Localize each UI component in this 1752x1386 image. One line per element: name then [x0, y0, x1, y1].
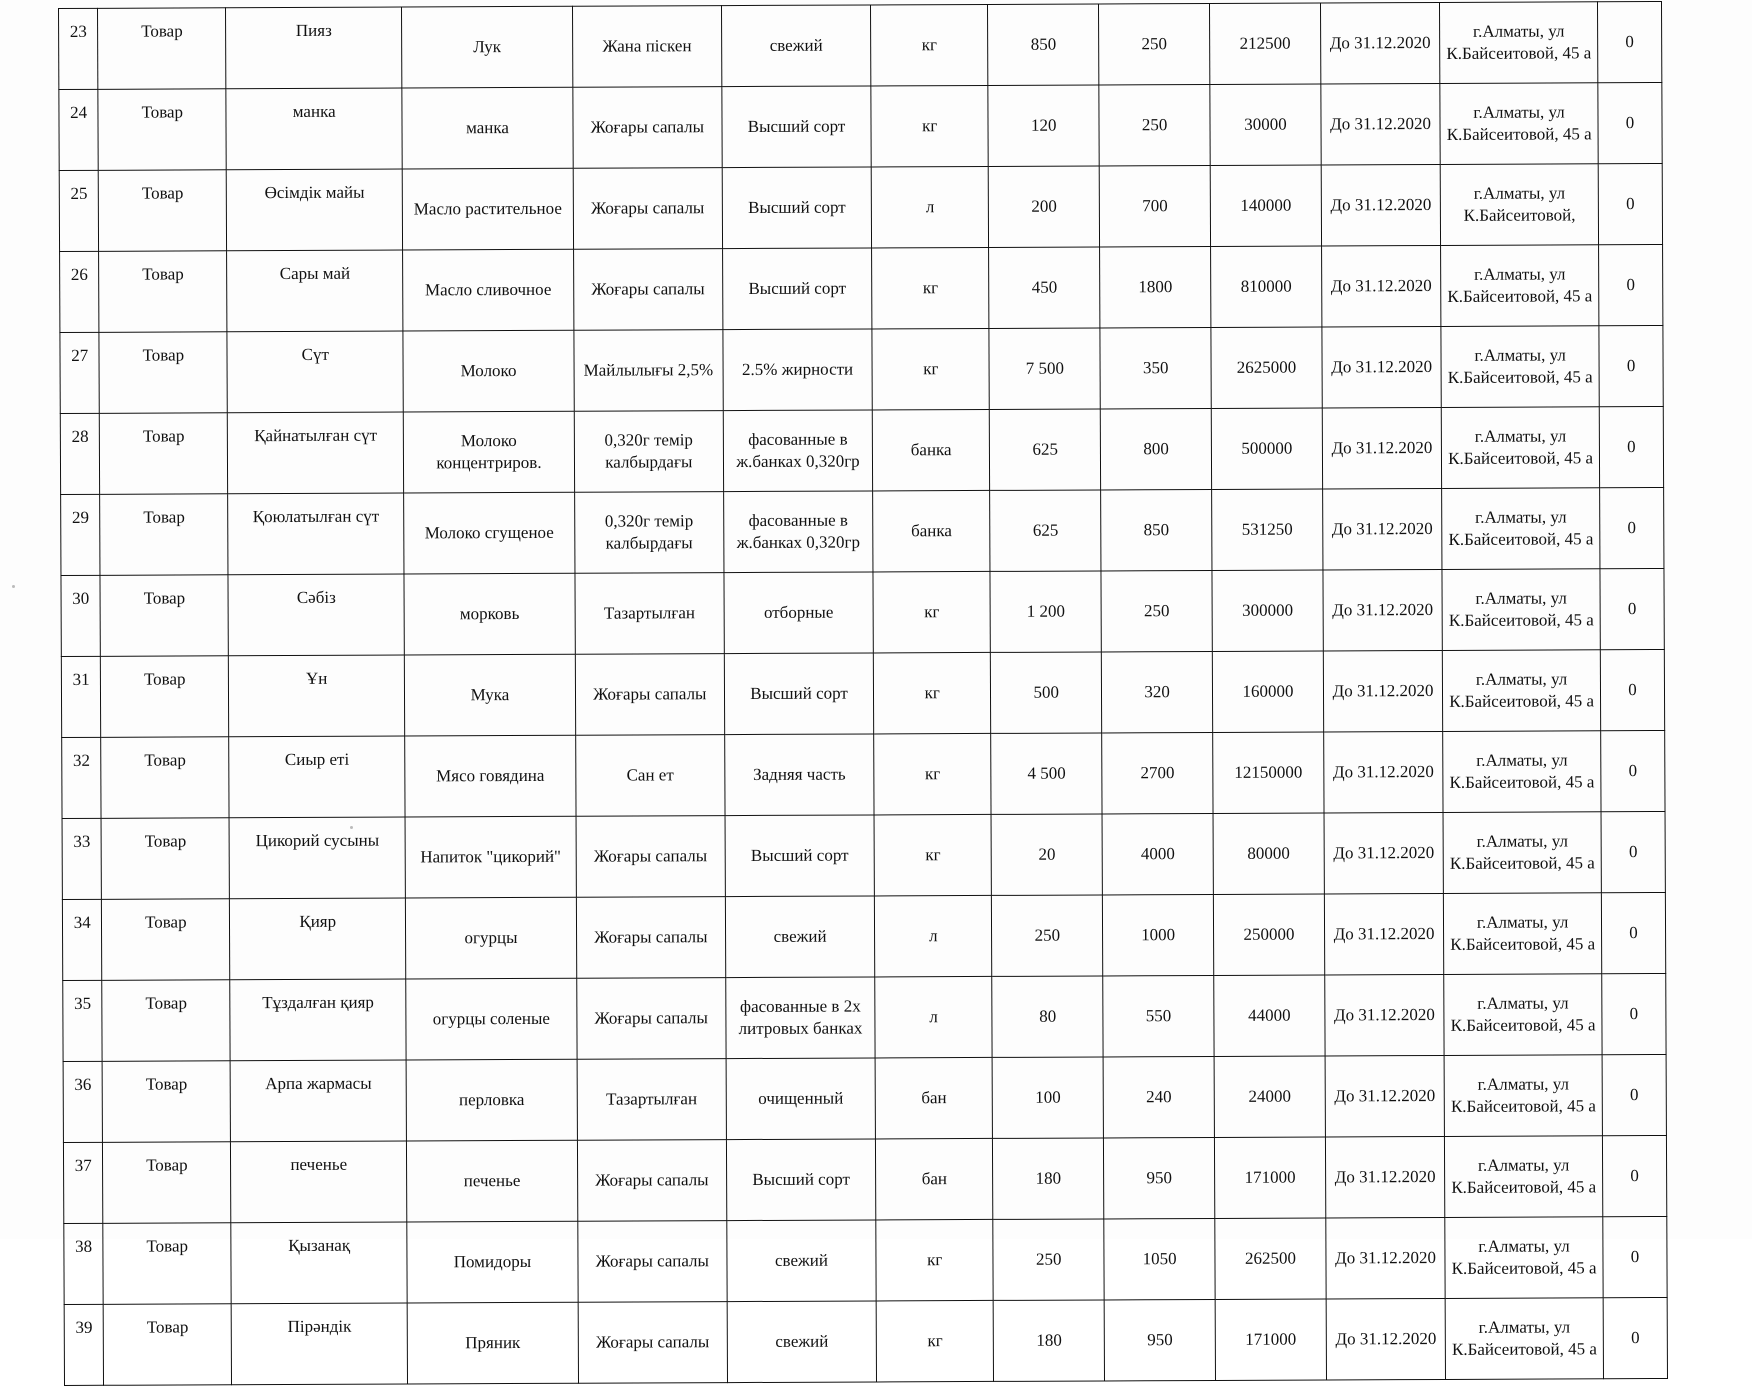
cell-delivery-term: До 31.12.2020	[1325, 1055, 1445, 1137]
cell-quantity: 250	[993, 1219, 1104, 1300]
cell-name-russian: Лук	[402, 6, 573, 88]
cell-unit: кг	[873, 571, 991, 653]
cell-total-sum: 531250	[1212, 489, 1323, 570]
cell-characteristic-russian: фасованные в ж.банках 0,320гр	[723, 410, 873, 492]
cell-item-type: Товар	[102, 980, 230, 1062]
cell-unit: кг	[871, 85, 989, 167]
cell-quantity: 100	[992, 1057, 1103, 1138]
cell-unit-price: 250	[1099, 84, 1210, 165]
cell-characteristic-russian: отборные	[724, 572, 874, 654]
cell-unit: кг	[872, 247, 990, 329]
cell-item-type: Товар	[100, 413, 228, 495]
cell-delivery-address: г.Алматы, ул К.Байсеитовой, 45 а	[1443, 731, 1601, 813]
cell-name-russian: Масло сливочное	[403, 249, 574, 331]
cell-item-type: Товар	[103, 1142, 231, 1224]
cell-total-sum: 2625000	[1211, 327, 1322, 408]
cell-characteristic-kazakh: Жоғары сапалы	[576, 816, 726, 898]
cell-item-type: Товар	[103, 1061, 231, 1143]
cell-advance-payment: 0	[1603, 1297, 1667, 1378]
cell-characteristic-kazakh: Жоғары сапалы	[577, 1140, 727, 1222]
cell-characteristic-kazakh: Тазартылған	[575, 573, 725, 655]
cell-delivery-address: г.Алматы, ул К.Байсеитовой, 45 а	[1441, 245, 1599, 327]
cell-characteristic-russian: Высший сорт	[722, 167, 872, 249]
cell-characteristic-kazakh: Жоғары сапалы	[576, 978, 726, 1060]
cell-name-russian: манка	[402, 87, 573, 169]
cell-advance-payment: 0	[1602, 1135, 1666, 1216]
cell-unit: бан	[875, 1057, 993, 1139]
table-row	[60, 406, 1663, 494]
cell-unit-price: 800	[1100, 408, 1211, 489]
cell-delivery-term: До 31.12.2020	[1325, 1136, 1445, 1218]
cell-unit-price: 250	[1099, 3, 1210, 84]
cell-unit: л	[875, 976, 993, 1058]
cell-item-type: Товар	[102, 899, 230, 981]
cell-advance-payment: 0	[1597, 2, 1661, 83]
cell-quantity: 4 500	[991, 733, 1102, 814]
cell-delivery-address: г.Алматы, ул К.Байсеитовой, 45 а	[1444, 893, 1602, 975]
cell-advance-payment: 0	[1599, 406, 1663, 487]
cell-delivery-term: До 31.12.2020	[1322, 326, 1442, 408]
cell-characteristic-russian: свежий	[725, 896, 875, 978]
cell-row-number: 26	[60, 251, 100, 332]
cell-name-kazakh: Пияз	[226, 7, 402, 89]
cell-total-sum: 171000	[1215, 1299, 1326, 1380]
cell-name-kazakh: Ұн	[229, 655, 405, 737]
cell-total-sum: 171000	[1214, 1137, 1325, 1218]
cell-characteristic-russian: Задняя часть	[725, 734, 875, 816]
cell-advance-payment: 0	[1600, 649, 1664, 730]
cell-delivery-address: г.Алматы, ул К.Байсеитовой, 45 а	[1443, 650, 1601, 732]
cell-name-russian: Помидоры	[407, 1221, 578, 1303]
cell-characteristic-kazakh: Сан ет	[575, 735, 725, 817]
cell-characteristic-kazakh: Жоғары сапалы	[573, 168, 723, 250]
cell-total-sum: 500000	[1211, 408, 1322, 489]
cell-total-sum: 140000	[1210, 165, 1321, 246]
cell-name-russian: Молоко	[403, 330, 574, 412]
cell-total-sum: 300000	[1212, 570, 1323, 651]
scan-speck	[12, 585, 15, 588]
cell-delivery-address: г.Алматы, ул К.Байсеитовой, 45 а	[1445, 1136, 1603, 1218]
cell-quantity: 450	[989, 247, 1100, 328]
cell-characteristic-russian: 2.5% жирности	[723, 329, 873, 411]
cell-unit-price: 950	[1104, 1137, 1215, 1218]
cell-delivery-term: До 31.12.2020	[1323, 569, 1443, 651]
cell-item-type: Товар	[99, 251, 227, 333]
cell-delivery-term: До 31.12.2020	[1322, 488, 1442, 570]
cell-characteristic-russian: свежий	[727, 1220, 877, 1302]
cell-unit-price: 850	[1101, 489, 1212, 570]
cell-advance-payment: 0	[1599, 326, 1663, 407]
cell-item-type: Товар	[103, 1223, 231, 1305]
cell-unit: кг	[876, 1219, 994, 1301]
cell-unit-price: 250	[1101, 570, 1212, 651]
cell-total-sum: 810000	[1211, 246, 1322, 327]
cell-name-kazakh: Қайнатылған сүт	[228, 412, 404, 494]
cell-item-type: Товар	[99, 332, 227, 414]
cell-total-sum: 24000	[1214, 1056, 1325, 1137]
cell-delivery-address: г.Алматы, ул К.Байсеитовой, 45 а	[1444, 1055, 1602, 1137]
cell-delivery-term: До 31.12.2020	[1324, 731, 1444, 813]
cell-delivery-address: г.Алматы, ул К.Байсеитовой, 45 а	[1441, 407, 1599, 489]
cell-row-number: 31	[61, 656, 101, 737]
cell-unit: кг	[876, 1300, 994, 1382]
cell-advance-payment: 0	[1601, 892, 1665, 973]
cell-item-type: Товар	[98, 8, 226, 90]
table-row	[63, 1135, 1666, 1223]
cell-unit: кг	[874, 814, 992, 896]
cell-row-number: 39	[64, 1304, 104, 1385]
cell-delivery-address: г.Алматы, ул К.Байсеитовой, 45 а	[1444, 974, 1602, 1056]
cell-unit-price: 550	[1103, 975, 1214, 1056]
cell-delivery-address: г.Алматы, ул К.Байсеитовой, 45 а	[1445, 1298, 1603, 1380]
cell-unit-price: 2700	[1102, 732, 1213, 813]
cell-delivery-term: До 31.12.2020	[1321, 245, 1441, 327]
cell-name-kazakh: Қияр	[230, 898, 406, 980]
cell-name-kazakh: Сәбіз	[228, 574, 404, 656]
cell-advance-payment: 0	[1598, 83, 1662, 164]
cell-quantity: 250	[992, 895, 1103, 976]
cell-characteristic-russian: фасованные в ж.банках 0,320гр	[724, 491, 874, 573]
cell-advance-payment: 0	[1598, 164, 1662, 245]
cell-total-sum: 212500	[1210, 3, 1321, 84]
cell-row-number: 25	[59, 170, 99, 251]
cell-name-russian: Молоко концентриров.	[403, 411, 574, 493]
cell-delivery-address: г.Алматы, ул К.Байсеитовой, 45 а	[1441, 326, 1599, 408]
table-row	[59, 83, 1662, 171]
cell-delivery-address: г.Алматы, ул К.Байсеитовой, 45 а	[1440, 2, 1598, 84]
cell-characteristic-russian: Высший сорт	[726, 1139, 876, 1221]
cell-item-type: Товар	[101, 818, 229, 900]
cell-item-type: Товар	[101, 737, 229, 819]
cell-characteristic-kazakh: Жоғары сапалы	[578, 1221, 728, 1303]
cell-total-sum: 12150000	[1213, 732, 1324, 813]
cell-advance-payment: 0	[1602, 973, 1666, 1054]
cell-characteristic-kazakh: Жоғары сапалы	[575, 654, 725, 736]
cell-item-type: Товар	[98, 89, 226, 171]
cell-characteristic-kazakh: 0,320г темір калбырдағы	[574, 492, 724, 574]
cell-unit: кг	[873, 652, 991, 734]
cell-unit-price: 950	[1104, 1299, 1215, 1380]
cell-delivery-term: До 31.12.2020	[1322, 407, 1442, 489]
cell-advance-payment: 0	[1600, 487, 1664, 568]
cell-quantity: 7 500	[989, 328, 1100, 409]
cell-quantity: 500	[991, 652, 1102, 733]
cell-characteristic-kazakh: Жоғары сапалы	[573, 249, 723, 331]
cell-delivery-term: До 31.12.2020	[1320, 2, 1440, 84]
cell-name-kazakh: Сүт	[227, 331, 403, 413]
cell-row-number: 32	[62, 737, 102, 818]
cell-unit: банка	[873, 490, 991, 572]
cell-unit: л	[874, 895, 992, 977]
cell-unit-price: 240	[1103, 1056, 1214, 1137]
table-row	[60, 245, 1663, 333]
cell-delivery-term: До 31.12.2020	[1325, 974, 1445, 1056]
cell-name-kazakh: Сары май	[227, 250, 403, 332]
cell-name-russian: печенье	[407, 1140, 578, 1222]
cell-name-russian: Мясо говядина	[405, 735, 576, 817]
cell-unit-price: 1000	[1103, 894, 1214, 975]
cell-quantity: 850	[988, 4, 1099, 85]
cell-delivery-term: До 31.12.2020	[1324, 893, 1444, 975]
cell-delivery-address: г.Алматы, ул К.Байсеитовой, 45 а	[1445, 1217, 1603, 1299]
cell-characteristic-russian: Высший сорт	[725, 815, 875, 897]
table-row	[62, 730, 1665, 818]
cell-quantity: 200	[989, 166, 1100, 247]
cell-delivery-address: г.Алматы, ул К.Байсеитовой, 45 а	[1443, 812, 1601, 894]
cell-name-kazakh: Пірәндік	[231, 1303, 407, 1385]
table-row	[61, 487, 1664, 575]
cell-unit: л	[871, 166, 989, 248]
table-row	[61, 568, 1664, 656]
cell-delivery-term: До 31.12.2020	[1326, 1298, 1446, 1380]
cell-row-number: 35	[63, 980, 103, 1061]
cell-characteristic-russian: свежий	[727, 1301, 877, 1383]
cell-delivery-term: До 31.12.2020	[1321, 164, 1441, 246]
cell-advance-payment: 0	[1600, 568, 1664, 649]
cell-characteristic-russian: Высший сорт	[722, 86, 872, 168]
cell-characteristic-kazakh: Жана піскен	[572, 6, 722, 88]
cell-characteristic-kazakh: Жоғары сапалы	[576, 897, 726, 979]
cell-item-type: Товар	[101, 656, 229, 738]
cell-row-number: 27	[60, 332, 100, 413]
cell-advance-payment: 0	[1599, 245, 1663, 326]
cell-total-sum: 80000	[1213, 813, 1324, 894]
cell-unit: банка	[872, 409, 990, 491]
cell-name-russian: Напиток "цикорий"	[405, 816, 576, 898]
cell-item-type: Товар	[100, 494, 228, 576]
cell-delivery-address: г.Алматы, ул К.Байсеитовой, 45 а	[1440, 83, 1598, 165]
cell-unit: кг	[874, 733, 992, 815]
cell-row-number: 36	[63, 1061, 103, 1142]
cell-characteristic-russian: фасованные в 2х литровых банках	[726, 977, 876, 1059]
cell-name-russian: огурцы соленые	[406, 978, 577, 1060]
goods-table	[58, 1, 1668, 1386]
cell-quantity: 80	[992, 976, 1103, 1057]
cell-total-sum: 160000	[1212, 651, 1323, 732]
cell-quantity: 625	[990, 490, 1101, 571]
cell-row-number: 24	[59, 89, 99, 170]
cell-total-sum: 44000	[1214, 975, 1325, 1056]
cell-characteristic-kazakh: Жоғары сапалы	[573, 87, 723, 169]
cell-total-sum: 262500	[1215, 1218, 1326, 1299]
cell-name-kazakh: манка	[226, 88, 402, 170]
cell-row-number: 30	[61, 575, 101, 656]
cell-name-kazakh: Қоюлатылған сүт	[228, 493, 404, 575]
cell-advance-payment: 0	[1603, 1216, 1667, 1297]
cell-characteristic-russian: свежий	[721, 5, 871, 87]
cell-row-number: 23	[59, 8, 99, 89]
cell-name-russian: Масло растительное	[402, 168, 573, 250]
cell-name-kazakh: Өсімдік майы	[227, 169, 403, 251]
cell-quantity: 1 200	[990, 571, 1101, 652]
goods-table-body	[59, 2, 1668, 1386]
cell-item-type: Товар	[99, 170, 227, 252]
cell-unit: бан	[876, 1138, 994, 1220]
cell-unit-price: 350	[1100, 327, 1211, 408]
cell-characteristic-kazakh: Майлылығы 2,5%	[574, 330, 724, 412]
table-row	[61, 649, 1664, 737]
cell-name-kazakh: Тұздалған қияр	[230, 979, 406, 1061]
table-row	[64, 1297, 1667, 1385]
cell-name-russian: огурцы	[406, 897, 577, 979]
cell-delivery-address: г.Алматы, ул К.Байсеитовой,	[1440, 164, 1598, 246]
table-row	[63, 1054, 1666, 1142]
cell-name-russian: перловка	[406, 1059, 577, 1141]
cell-delivery-address: г.Алматы, ул К.Байсеитовой, 45 а	[1442, 569, 1600, 651]
cell-characteristic-kazakh: 0,320г темір калбырдағы	[574, 411, 724, 493]
cell-advance-payment: 0	[1601, 730, 1665, 811]
cell-delivery-address: г.Алматы, ул К.Байсеитовой, 45 а	[1442, 488, 1600, 570]
cell-quantity: 625	[990, 409, 1101, 490]
cell-characteristic-kazakh: Жоғары сапалы	[578, 1302, 728, 1384]
cell-unit: кг	[871, 4, 989, 86]
cell-characteristic-russian: Высший сорт	[722, 248, 872, 330]
cell-row-number: 29	[61, 494, 101, 575]
cell-name-kazakh: Қызанақ	[231, 1222, 407, 1304]
cell-characteristic-russian: Высший сорт	[724, 653, 874, 735]
table-row	[62, 811, 1665, 899]
cell-unit-price: 320	[1102, 651, 1213, 732]
cell-quantity: 180	[993, 1138, 1104, 1219]
cell-item-type: Товар	[104, 1304, 232, 1386]
cell-advance-payment: 0	[1602, 1054, 1666, 1135]
cell-unit-price: 700	[1099, 165, 1210, 246]
table-row	[62, 892, 1665, 980]
cell-row-number: 37	[63, 1142, 103, 1223]
cell-row-number: 34	[62, 899, 102, 980]
table-row	[64, 1216, 1667, 1304]
table-row	[59, 164, 1662, 252]
cell-quantity: 120	[988, 85, 1099, 166]
cell-name-russian: Молоко сгущеное	[404, 492, 575, 574]
cell-name-russian: морковь	[404, 573, 575, 655]
cell-row-number: 28	[60, 413, 100, 494]
cell-row-number: 33	[62, 818, 102, 899]
table-row	[60, 326, 1663, 414]
cell-delivery-term: До 31.12.2020	[1324, 812, 1444, 894]
cell-name-russian: Пряник	[407, 1302, 578, 1384]
cell-name-kazakh: печенье	[231, 1141, 407, 1223]
cell-quantity: 20	[991, 814, 1102, 895]
cell-unit-price: 1050	[1104, 1218, 1215, 1299]
cell-total-sum: 250000	[1213, 894, 1324, 975]
cell-unit-price: 4000	[1102, 813, 1213, 894]
cell-row-number: 38	[64, 1223, 104, 1304]
scan-speck	[350, 826, 353, 829]
table-row	[59, 2, 1662, 90]
cell-unit: кг	[872, 328, 990, 410]
cell-advance-payment: 0	[1601, 811, 1665, 892]
cell-characteristic-kazakh: Тазартылған	[577, 1059, 727, 1141]
table-row	[63, 973, 1666, 1061]
cell-delivery-term: До 31.12.2020	[1323, 650, 1443, 732]
cell-name-kazakh: Цикорий сусыны	[229, 817, 405, 899]
cell-delivery-term: До 31.12.2020	[1321, 83, 1441, 165]
cell-quantity: 180	[993, 1300, 1104, 1381]
cell-unit-price: 1800	[1100, 246, 1211, 327]
cell-name-kazakh: Сиыр еті	[229, 736, 405, 818]
cell-name-russian: Мука	[404, 654, 575, 736]
cell-delivery-term: До 31.12.2020	[1326, 1217, 1446, 1299]
cell-characteristic-russian: очищенный	[726, 1058, 876, 1140]
cell-item-type: Товар	[100, 575, 228, 657]
cell-total-sum: 30000	[1210, 84, 1321, 165]
cell-name-kazakh: Арпа жармасы	[230, 1060, 406, 1142]
